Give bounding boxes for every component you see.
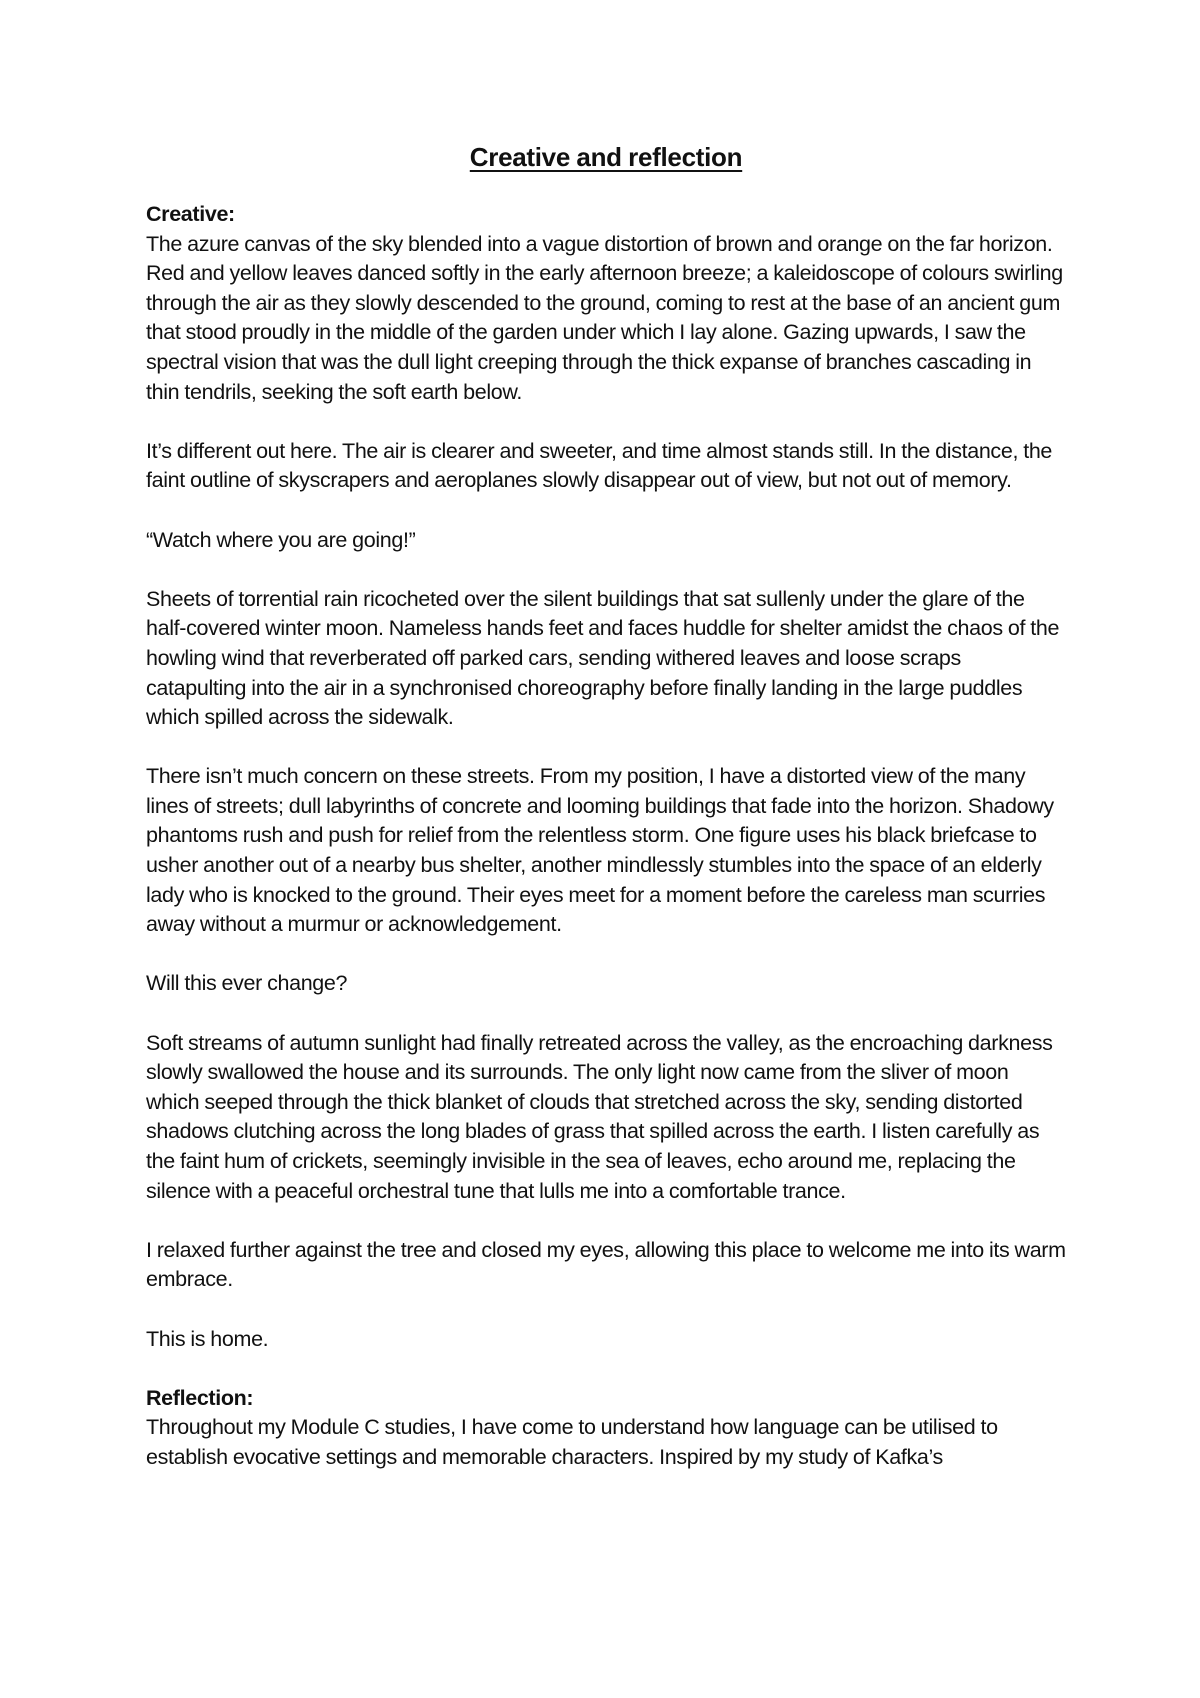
- creative-paragraph-9: This is home.: [146, 1326, 269, 1351]
- reflection-heading: Reflection:: [146, 1385, 254, 1410]
- creative-paragraph-3: “Watch where you are going!”: [146, 527, 416, 552]
- document-title: Creative and reflection: [469, 142, 743, 172]
- creative-paragraph-4: Sheets of torrential rain ricocheted over the silent buildings that sat sullenly under the glare of the half-covered winter moon. Nameless hands feet and faces huddle for shelter amidst the chaos of the howling wind that reverberated off parked cars, sending withered leaves and loose scraps catapulting into the air in a synchronised choreography before finally landing in the large puddles which spilled across the sidewalk.: [146, 586, 1060, 730]
- reflection-paragraph-1: Throughout my Module C studies, I have come to understand how language can be utilised to establish evocative settings and memorable characters. Inspired by my study of Kafka’s: [146, 1415, 998, 1469]
- creative-paragraph-6: Will this ever change?: [146, 971, 348, 996]
- creative-heading: Creative:: [146, 202, 235, 226]
- creative-paragraph-1: The azure canvas of the sky blended into a vague distortion of brown and orange on the far horizon. Red and yellow leaves danced softly in the early afternoon breeze; a kaleidoscope of colours swirling through the air as they slowly descended to the ground, coming to rest at the base of an ancient gum that stood proudly in the middle of the garden under which I lay alone. Gazing upwards, I saw the spectral vision that was the dull light creeping through the thick expanse of branches cascading in thin tendrils, seeking the soft earth below.: [146, 231, 1063, 404]
- creative-paragraph-7: Soft streams of autumn sunlight had finally retreated across the valley, as the encroaching darkness slowly swallowed the house and its surrounds. The only light now came from the sliver of moon which seeped through the thick blanket of clouds that stretched across the sky, sending distorted shadows clutching across the long blades of grass that spilled across the earth. I listen carefully as the faint hum of crickets, seemingly invisible in the sea of leaves, echo around me, replacing the silence with a peaceful orchestral tune that lulls me into a comfortable trance.: [146, 1030, 1053, 1203]
- creative-paragraph-2: It’s different out here. The air is clearer and sweeter, and time almost stands still. In the distance, the faint outline of skyscrapers and aeroplanes slowly disappear out of view, but not out of memory.: [146, 438, 1053, 493]
- creative-paragraph-5: There isn’t much concern on these streets. From my position, I have a distorted view of the many lines of streets; dull labyrinths of concrete and looming buildings that fade into the horizon. Shadowy phantoms rush and push for relief from the relentless storm. One figure uses his black briefcase to usher another out of a nearby bus shelter, another mindlessly stumbles into the space of an elderly lady who is knocked to the ground. Their eyes meet for a moment before the careless man scurries away without a murmur or acknowledgement.: [146, 764, 1054, 937]
- creative-paragraph-8: I relaxed further against the tree and closed my eyes, allowing this place to welcome me into its warm embrace.: [146, 1237, 1066, 1292]
- document-page: [146, 140, 1066, 1502]
